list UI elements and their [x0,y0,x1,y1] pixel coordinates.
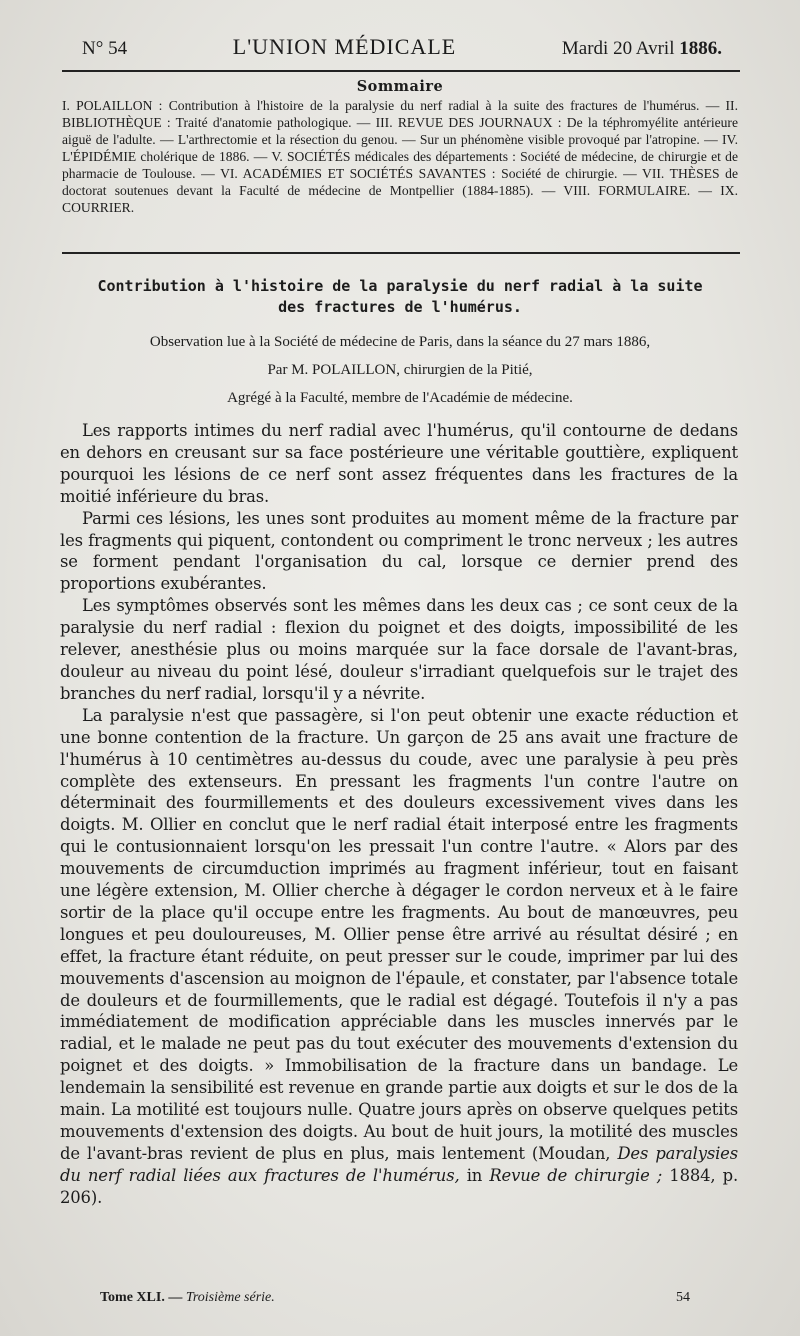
byline-observation: Observation lue à la Société de médecine de Paris, dans la séance du 27 mars 1886, [149,334,651,350]
header-rule [62,70,740,72]
paragraph-4-text: La paralysie n'est que passagère, si l'on peut obtenir une exacte réduction et une bonne contention de la fracture. Un garçon de 25 ans avait une fracture de l'humérus à 10 centimètres au-dessus du coude, avec une paralysie à peu près complète des extenseurs. En pressant les fragments l'un contre l'autre on déterminait des fourmillements et des douleurs excessivement vives dans les doigts. M. Ollier en conclut que le nerf radial était interposé entre les fragments qui le contusionnaient lorsqu'on les pressait l'un contre l'autre. « Alors par des mouvements de circumduction imprimés au fragment inférieur, tout en faisant une légère extension, M. Ollier cherche à dégager le cordon nerveux et à le faire sortir de la place qu'il occupe entre les fragments. Au bout de manœuvres, peu longues et peu douloureuses, M. Ollier pense être arrivé au résultat désiré ; en effet, la fracture étant réduite, on peut presser sur le coude, imprimer par lui des mouvements d'ascension au moignon de l'épaule, et constater, par l'absence totale de douleurs et de fourmillements, que le radial est dégagé. Toutefois il n'y a pas immédiatement de modification appréciable dans les muscles innervés par le radial, et le malade ne peut pas du tout exécuter des mouvements d'extension du poignet et des doigts. » Immobilisation de la fracture dans un bandage. Le lendemain la sensibilité est revenue en grande partie aux doigts et sur le dos de la main. La motilité est toujours nulle. Quatre jours après on observe quelques petits mouvements d'extension des doigts. Au bout de huit jours, la motilité des muscles de l'avant-bras revient de plus en plus, mais lentement (Moudan, [60,705,738,1163]
article-body [60,420,738,1209]
paragraph-4 [60,705,738,1209]
article-title-line-1: Contribution à l'histoire de la paralysie du nerf radial à la suite [97,277,703,295]
footer-volume [100,1290,275,1306]
toc-rule [62,252,740,254]
issue-date-year: 1886. [679,38,722,59]
article-title-line-2: des fractures de l'humérus. [278,298,522,316]
byline-author: Par M. POLAILLON, chirurgien de la Pitié, [267,362,533,378]
byline-affiliation: Agrégé à la Faculté, membre de l'Académie de médecine. [227,390,573,406]
paragraph-1: Les rapports intimes du nerf radial avec l'humérus, qu'il contourne de dedans en dehors en creusant sur sa face postérieure une véritable gouttière, expliquent pourquoi les lésions de ce nerf sont assez fréquentes dans les fractures de la moitié inférieure du bras. [60,421,738,506]
running-head [82,34,722,64]
citation-end: 1884, p. 206). [60,1165,739,1207]
toc-text: I. POLAILLON : Contribution à l'histoire de la paralysie du nerf radial à la suite des fractures de l'humérus. — II. BIBLIOTHÈQUE : Traité d'anatomie pathologique. — III. REVUE DES JOURNAUX : De la téphromyélite antérieure aiguë de l'adulte. — L'arthrectomie et la résection du genou. — Sur un phénomène visible provoqué par l'atropine. — IV. L'ÉPIDÉMIE cholérique de 1886. — V. SOCIÉTÉS médicales des départements : Société de médecine, de chirurgie et de pharmacie de Toulouse. — VI. ACADÉMIES ET SOCIÉTÉS SAVANTES : Société de chirurgie. — VII. THÈSES de doctorat soutenues devant la Faculté de médecine de Montpellier (1884-1885). — VIII. FORMULAIRE. — IX. COURRIER. [62,98,738,215]
citation-journal: Revue de chirurgie ; [489,1165,663,1185]
journal-title: L'UNION MÉDICALE [232,34,457,59]
issue-date-day: Mardi 20 Avril [561,38,675,59]
paragraph-3: Les symptômes observés sont les mêmes dans les deux cas ; ce sont ceux de la paralysie du nerf radial : flexion du poignet et des doigts, impossibilité de les relever, anesthésie plus ou moins marquée sur la face dorsale de l'avant-bras, douleur au niveau du point lésé, douleur s'irradiant quelquefois sur le trajet des branches du nerf radial, lorsqu'il y a névrite. [60,596,738,703]
toc-heading: Sommaire [356,78,444,95]
page-number: 54 [676,1290,690,1305]
issue-date [562,38,722,60]
paragraph-2: Parmi ces lésions, les unes sont produites au moment même de la fracture par les fragments qui piquent, contondent ou compriment le tronc nerveux ; les autres se forment pendant l'organisation du cal, lorsque ce dernier prend des proportions exubérantes. [60,508,738,594]
article-title [62,276,738,318]
page-footer [100,1290,690,1306]
citation-title: Des paralysies du nerf radial liées aux fractures de l'humérus, [60,1143,738,1185]
footer-tome: Tome XLI. — [100,1290,183,1305]
table-of-contents [62,78,738,216]
citation-in: in [459,1165,490,1185]
issue-number: N° 54 [82,38,128,59]
footer-series: Troisième série. [185,1290,275,1305]
